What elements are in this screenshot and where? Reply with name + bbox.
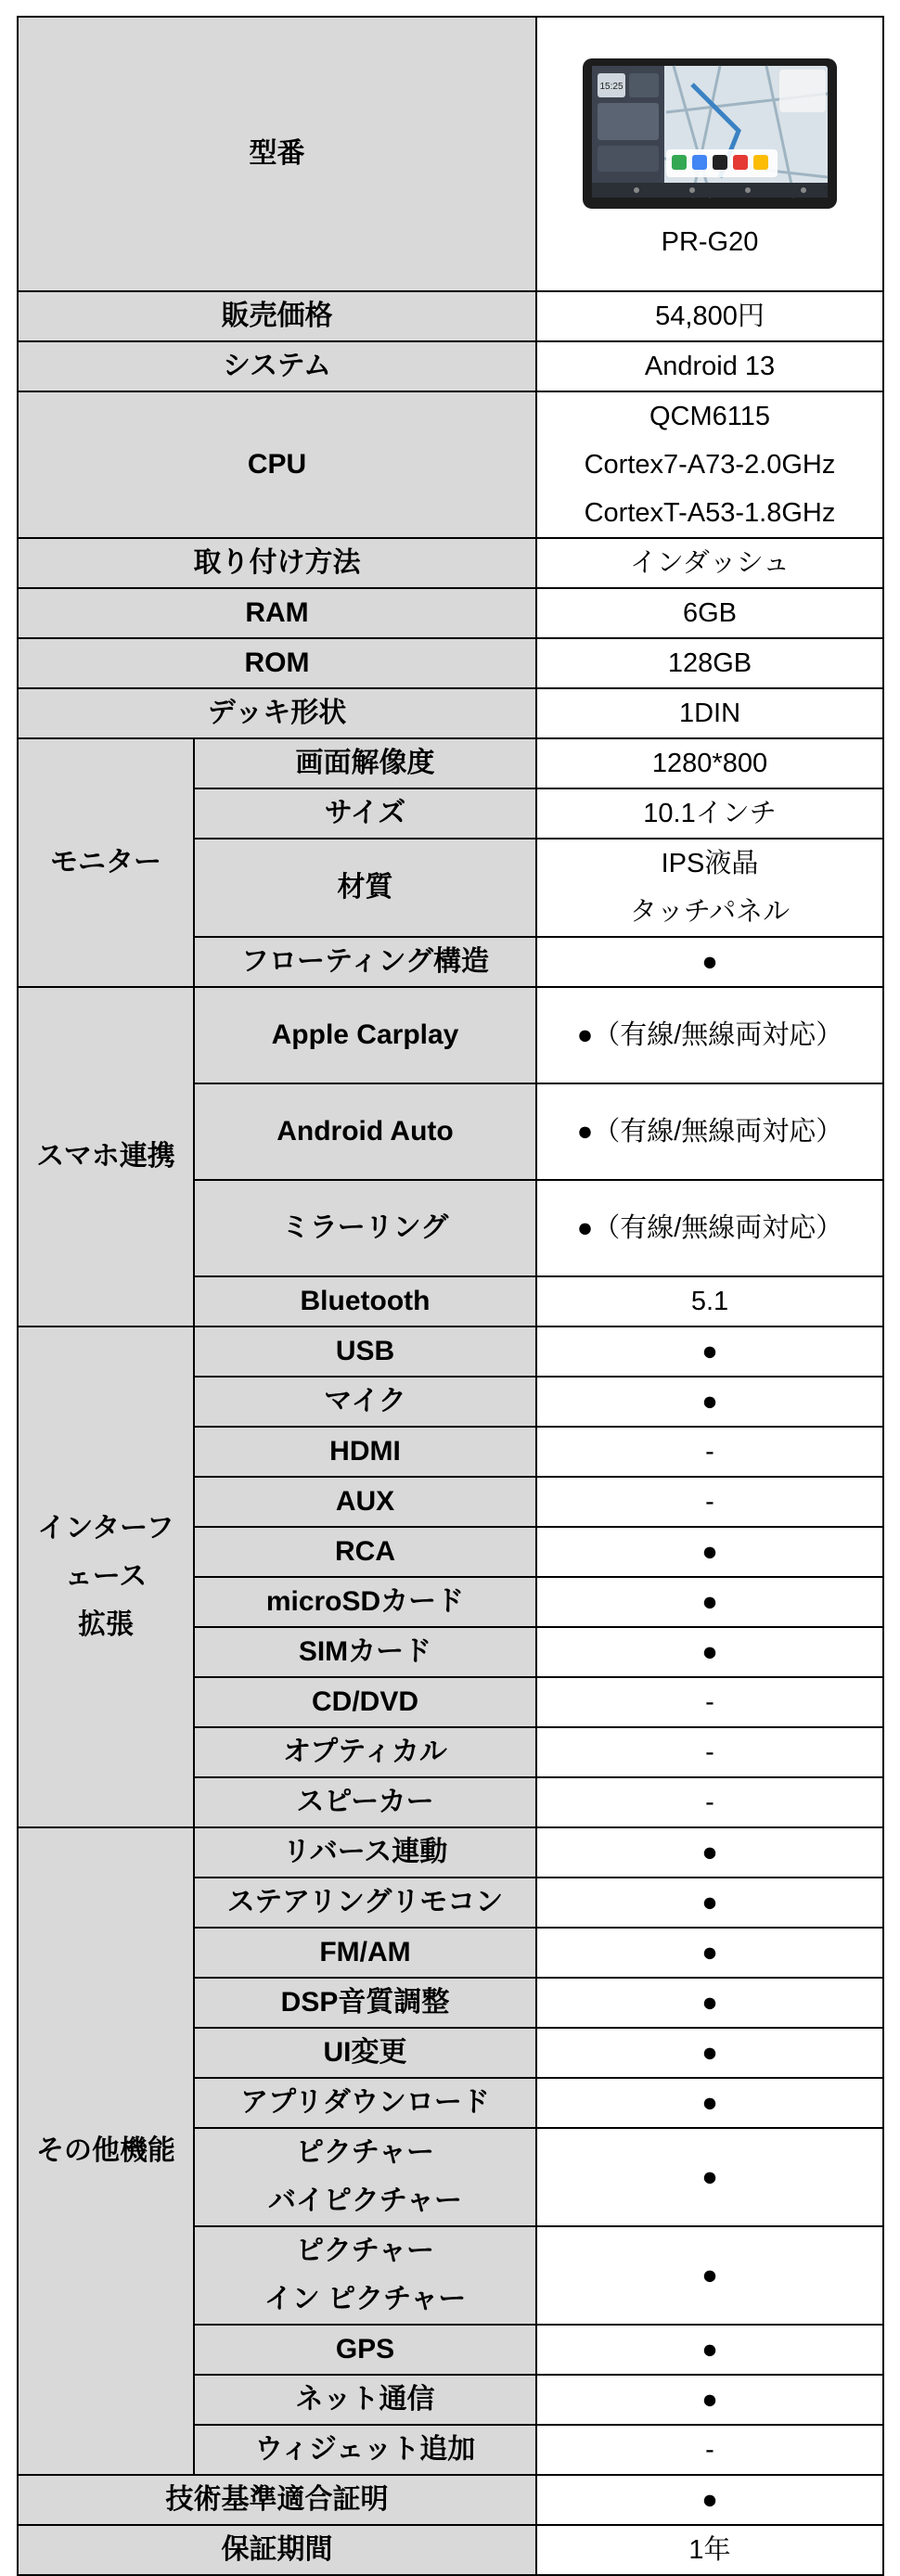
row-value: ● [536,1577,883,1627]
row-value-ram: 6GB [536,588,883,638]
material-line: IPS液晶 [661,849,759,878]
row-label-line: イン ピクチャー [264,2284,467,2314]
table-row [18,538,883,588]
row-value-deck: 1DIN [536,688,883,738]
group-label-other: その他機能 [18,1827,194,2475]
row-label: Android Auto [194,1083,536,1180]
row-label: ミラーリング [194,1180,536,1276]
row-label: ネット通信 [194,2375,536,2425]
row-value: ● [536,1326,883,1377]
group-label-line: ェース [64,1561,148,1592]
row-value: ● [536,1377,883,1427]
row-label: CD/DVD [194,1677,536,1727]
row-label: microSDカード [194,1577,536,1627]
row-value: ● [536,2375,883,2425]
row-label: 材質 [194,839,536,937]
row-value: - [536,1477,883,1527]
row-value: ●（有線/無線両対応） [536,1083,883,1180]
row-value: ● [536,2325,883,2375]
row-label: ステアリングリモコン [194,1878,536,1928]
row-label: AUX [194,1477,536,1527]
row-value: ● [536,2028,883,2078]
row-label-certification: 技術基準適合証明 [18,2475,536,2525]
row-label: マイク [194,1377,536,1427]
row-value-rom: 128GB [536,638,883,688]
row-label: サイズ [194,788,536,839]
row-value: 5.1 [536,1276,883,1326]
group-label-monitor: モニター [18,738,194,987]
row-value: ● [536,2226,883,2325]
tablet-screen-time: 15:25 [599,82,624,92]
row-value: ● [536,1627,883,1677]
row-label-line: ピクチャー [295,2236,435,2266]
table-row-model [18,17,883,291]
row-label: フローティング構造 [194,937,536,987]
table-row [18,1827,883,1878]
cpu-line: QCM6115 [649,402,771,431]
row-label-line: ピクチャー [295,2137,435,2168]
row-value: ● [536,2078,883,2128]
row-label-price: 販売価格 [18,291,536,341]
model-label: 型番 [18,17,536,291]
row-label: DSP音質調整 [194,1978,536,2028]
row-value: ● [536,1527,883,1577]
cpu-line: Cortex7-A73-2.0GHz [584,450,836,480]
row-label: リバース連動 [194,1827,536,1878]
table-row [18,291,883,341]
row-label-line: バイピクチャー [267,2185,463,2216]
group-label-line: インターフ [37,1513,174,1544]
row-label-deck: デッキ形状 [18,688,536,738]
row-label: オプティカル [194,1727,536,1777]
group-label-line: 拡張 [78,1609,134,1640]
row-label [194,2128,536,2226]
row-label: スピーカー [194,1777,536,1827]
row-value [536,839,883,937]
row-label: Apple Carplay [194,987,536,1083]
row-value: 10.1インチ [536,788,883,839]
table-row [18,688,883,738]
row-label [194,2226,536,2325]
row-label: RCA [194,1527,536,1577]
group-label-interface [18,1326,194,1827]
row-value-warranty: 1年 [536,2525,883,2575]
row-label: UI変更 [194,2028,536,2078]
row-label: Bluetooth [194,1276,536,1326]
row-value: - [536,1777,883,1827]
row-label: ウィジェット追加 [194,2425,536,2475]
row-value-price: 54,800円 [536,291,883,341]
cpu-line: CortexT-A53-1.8GHz [584,498,836,528]
row-value: ● [536,1827,883,1878]
row-value: 1280*800 [536,738,883,788]
row-value: - [536,1677,883,1727]
table-row [18,2525,883,2575]
model-cell [536,17,883,291]
table-row [18,341,883,391]
table-row [18,2475,883,2525]
row-value: ●（有線/無線両対応） [536,987,883,1083]
row-value-cpu [536,391,883,538]
row-value: - [536,2425,883,2475]
table-row [18,987,883,1083]
row-value: ● [536,2128,883,2226]
table-row [18,638,883,688]
row-label-cpu: CPU [18,391,536,538]
row-label-system: システム [18,341,536,391]
group-label-smartphone: スマホ連携 [18,987,194,1326]
row-label-rom: ROM [18,638,536,688]
row-value-certification: ● [536,2475,883,2525]
row-label: 画面解像度 [194,738,536,788]
row-label: USB [194,1326,536,1377]
row-value: - [536,1727,883,1777]
row-label: HDMI [194,1427,536,1477]
table-row [18,588,883,638]
spec-table [17,16,884,2576]
row-value: ● [536,1928,883,1978]
row-label-install: 取り付け方法 [18,538,536,588]
row-value-install: インダッシュ [536,538,883,588]
row-value: ● [536,937,883,987]
row-label-ram: RAM [18,588,536,638]
row-value: - [536,1427,883,1477]
table-row [18,738,883,788]
row-label: FM/AM [194,1928,536,1978]
car-navigation-tablet-image [581,57,839,211]
row-value: ● [536,1878,883,1928]
material-line: タッチパネル [629,897,791,927]
row-label-warranty: 保証期間 [18,2525,536,2575]
row-label: GPS [194,2325,536,2375]
row-label: SIMカード [194,1627,536,1677]
row-value-system: Android 13 [536,341,883,391]
table-row [18,391,883,538]
row-value: ●（有線/無線両対応） [536,1180,883,1276]
row-label: アプリダウンロード [194,2078,536,2128]
model-value: PR-G20 [661,227,759,257]
row-value: ● [536,1978,883,2028]
table-row [18,1326,883,1377]
